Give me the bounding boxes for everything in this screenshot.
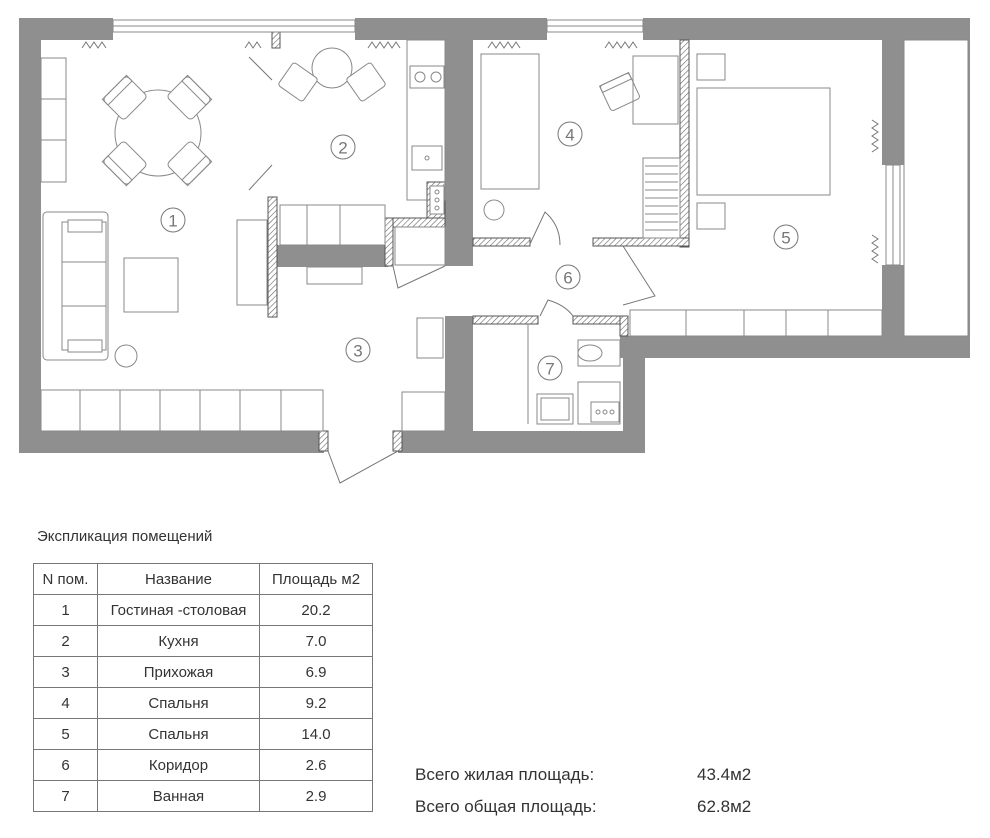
table-row [34,688,373,719]
room-number-cell: 5 [34,719,98,750]
room-area-cell: 2.9 [260,781,373,812]
header-area: Площадь м2 [260,564,373,595]
table-row [34,626,373,657]
walls [19,18,970,453]
room-number-5 [774,225,798,249]
table-row [34,719,373,750]
room-area-cell: 7.0 [260,626,373,657]
svg-text:1: 1 [168,211,178,231]
table-header-row [34,564,373,595]
living-area-label: Всего жилая площадь: [415,765,595,784]
room-name-cell: Ванная [98,781,260,812]
explication-title: Экспликация помещений [37,528,213,545]
room-number-4 [558,122,582,146]
room-number-cell: 1 [34,595,98,626]
kitchen-furniture [278,40,445,245]
room-name-cell: Спальня [98,719,260,750]
room-number-6 [556,265,580,289]
total-area-value: 62.8м2 [697,797,752,816]
table-row [34,781,373,812]
svg-text:5: 5 [781,228,791,248]
header-number: N пом. [34,564,98,595]
room-area-cell: 9.2 [260,688,373,719]
room-area-cell: 20.2 [260,595,373,626]
room-area-cell: 6.9 [260,657,373,688]
table-row [34,595,373,626]
room-number-cell: 7 [34,781,98,812]
room-number-3 [346,338,370,362]
table-row [34,750,373,781]
room-number-7 [538,356,562,380]
table-row [34,657,373,688]
room-area-cell: 14.0 [260,719,373,750]
room-number-cell: 2 [34,626,98,657]
room-name-cell: Кухня [98,626,260,657]
room-table [33,563,373,812]
svg-text:4: 4 [565,125,575,145]
room-name-cell: Коридор [98,750,260,781]
room-area-cell: 2.6 [260,750,373,781]
room-number-2 [331,135,355,159]
room-number-cell: 6 [34,750,98,781]
header-name: Название [98,564,260,595]
svg-text:3: 3 [353,341,363,361]
room-name-cell: Спальня [98,688,260,719]
room-number-1 [161,208,185,232]
room-number-cell: 3 [34,657,98,688]
bedroom-small-furniture [481,54,680,238]
room-name-cell: Гостиная -столовая [98,595,260,626]
total-area-label: Всего общая площадь: [415,797,597,816]
svg-text:2: 2 [338,138,348,158]
living-area-value: 43.4м2 [697,765,752,784]
svg-text:7: 7 [545,359,555,379]
room-name-cell: Прихожая [98,657,260,688]
svg-text:6: 6 [563,268,573,288]
room-number-cell: 4 [34,688,98,719]
